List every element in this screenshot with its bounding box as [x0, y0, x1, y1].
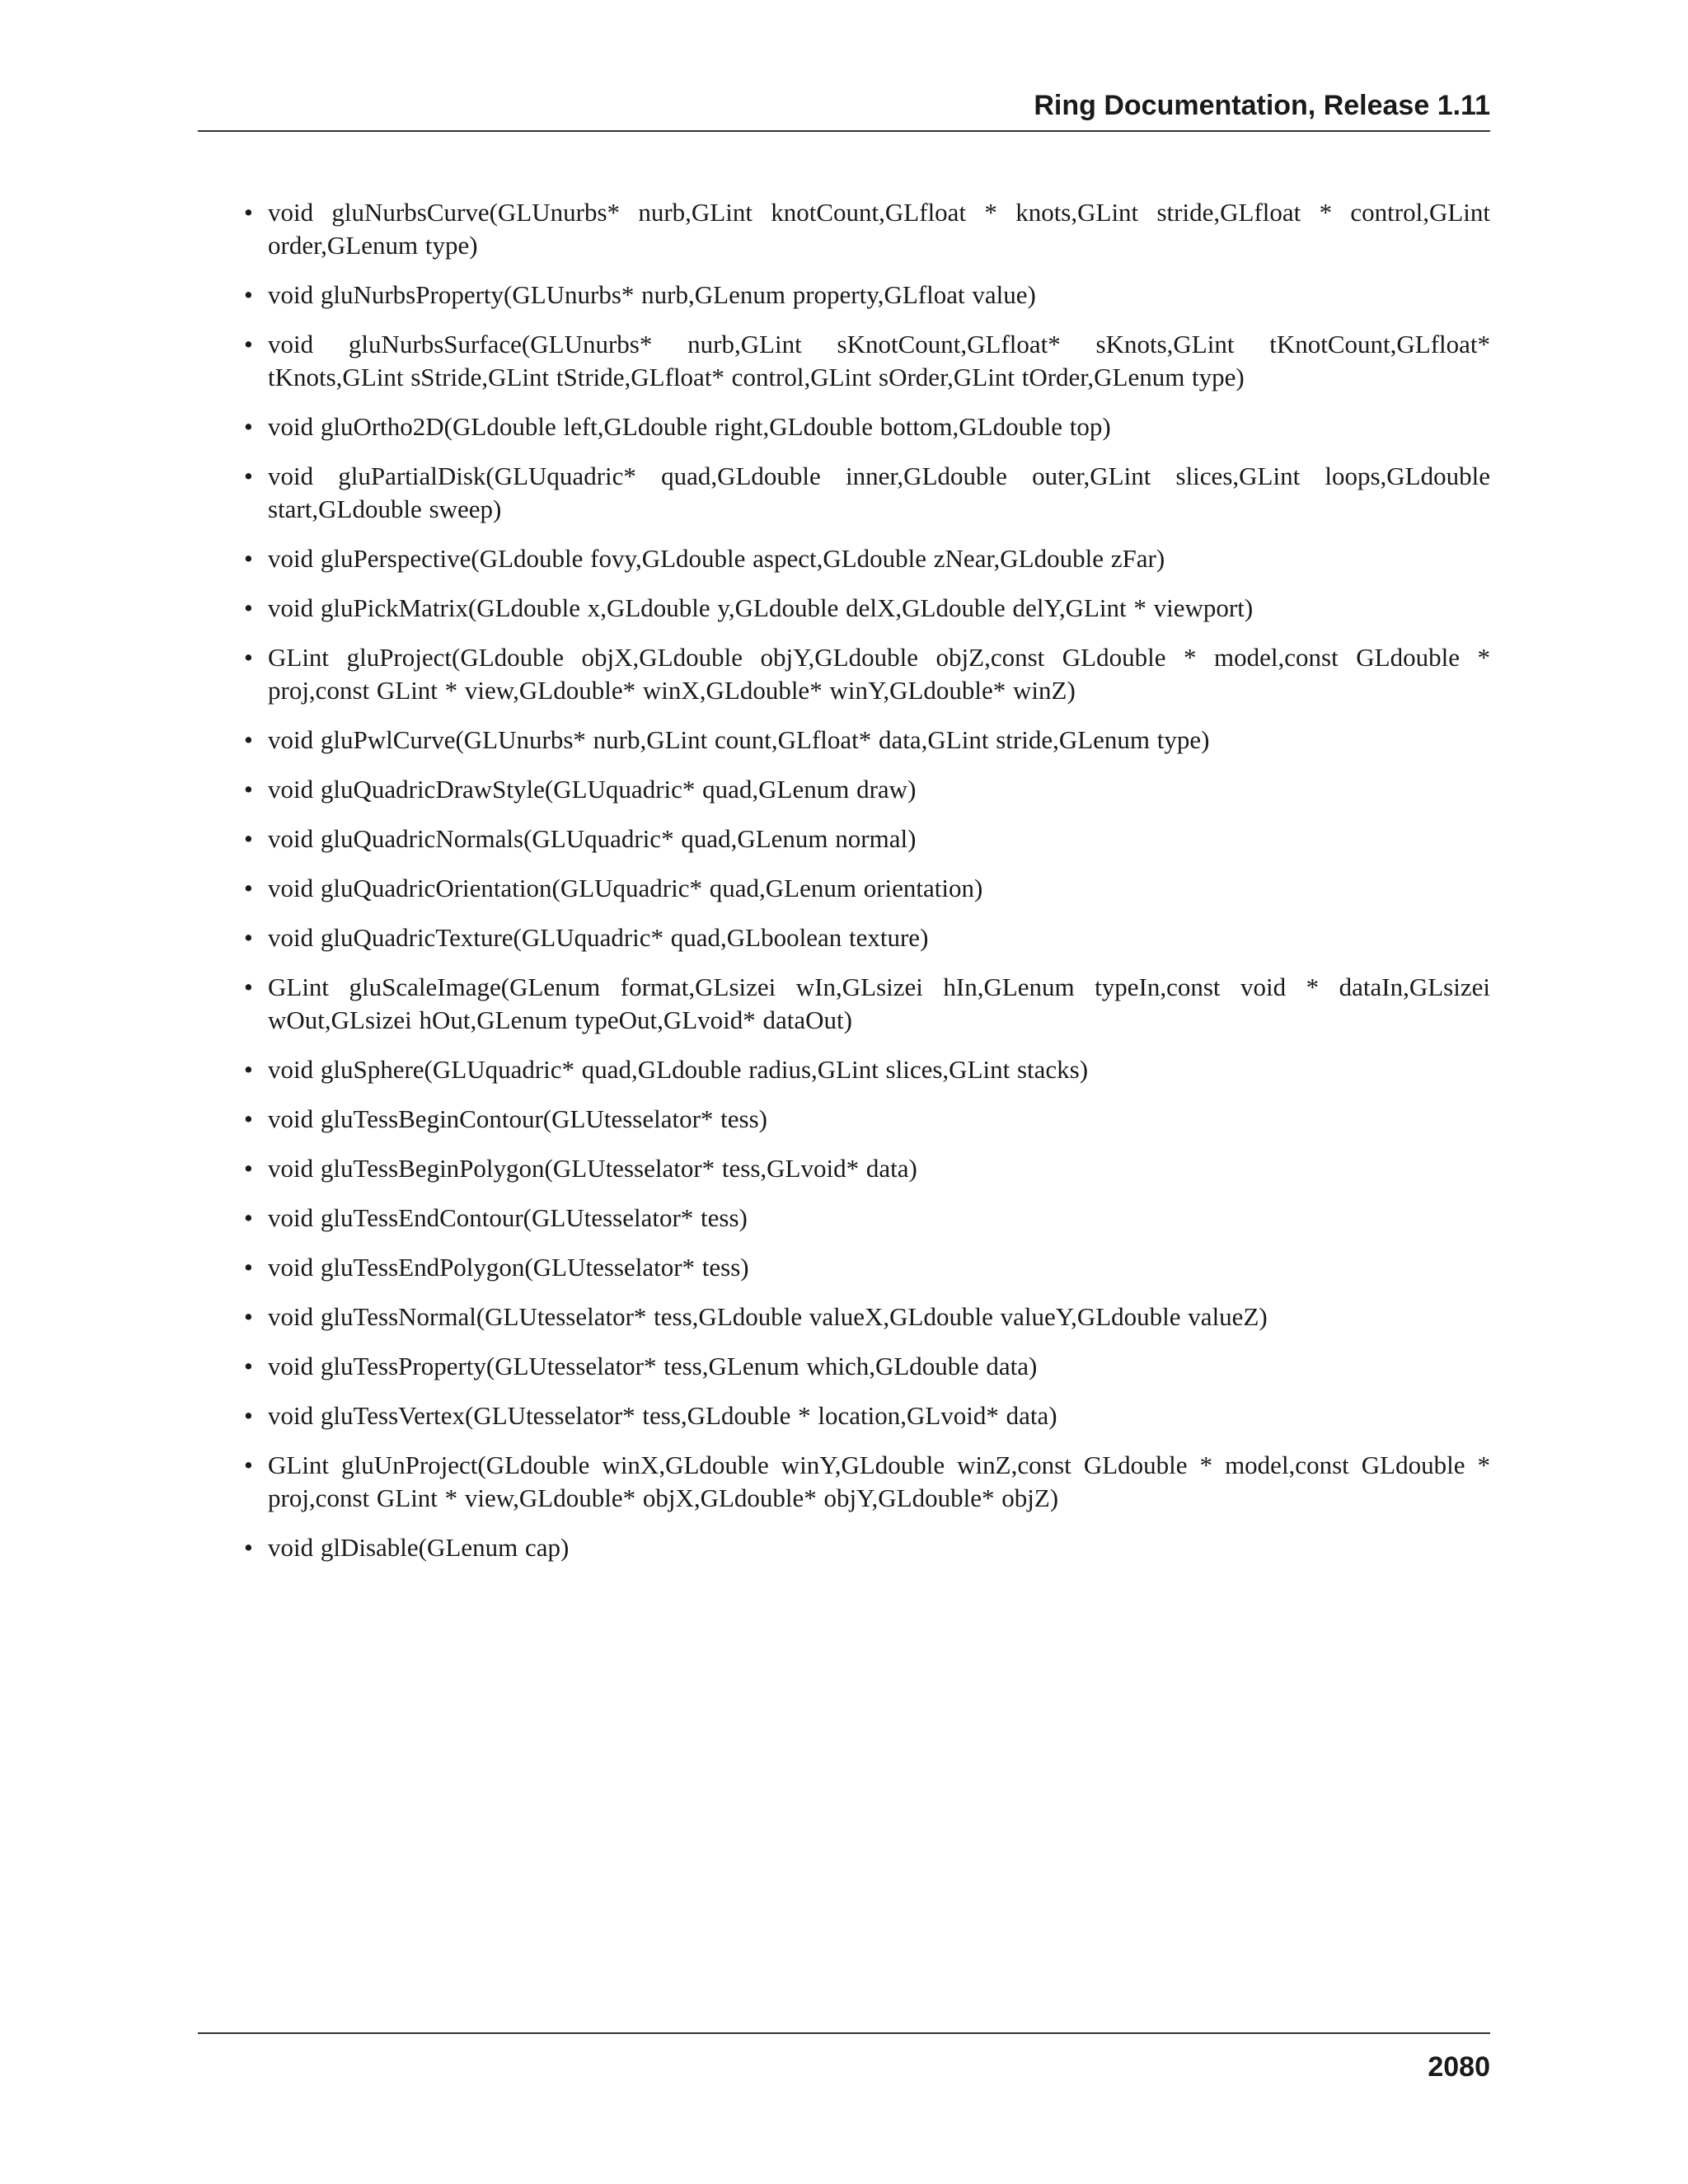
- list-item: • GLint gluProject(GLdouble objX,GLdouble objY,GLdouble objZ,const GLdouble * model,const GLdouble * proj,const GLint * view,GLdouble* winX,GLdouble* winY,GLdouble* winZ): [198, 641, 1490, 707]
- list-item: • void gluOrtho2D(GLdouble left,GLdouble right,GLdouble bottom,GLdouble top): [198, 410, 1490, 443]
- page-footer: [198, 2032, 1490, 2083]
- page-header: [198, 89, 1490, 132]
- list-item: • GLint gluUnProject(GLdouble winX,GLdouble winY,GLdouble winZ,const GLdouble * model,const GLdouble * proj,const GLint * view,GLdouble* objX,GLdouble* objY,GLdouble* objZ): [198, 1449, 1490, 1515]
- list-item: • void gluTessEndPolygon(GLUtesselator* tess): [198, 1251, 1490, 1284]
- list-item: • void gluPerspective(GLdouble fovy,GLdouble aspect,GLdouble zNear,GLdouble zFar): [198, 542, 1490, 575]
- list-item: • void gluPartialDisk(GLUquadric* quad,GLdouble inner,GLdouble outer,GLint slices,GLint loops,GLdouble start,GLdouble sweep): [198, 460, 1490, 526]
- header-title: Ring Documentation, Release 1.11: [1034, 90, 1490, 121]
- list-item: • void gluTessNormal(GLUtesselator* tess,GLdouble valueX,GLdouble valueY,GLdouble valueZ): [198, 1301, 1490, 1333]
- list-item: • void gluTessBeginPolygon(GLUtesselator* tess,GLvoid* data): [198, 1152, 1490, 1185]
- list-item: • void glDisable(GLenum cap): [198, 1531, 1490, 1564]
- list-item: • void gluQuadricNormals(GLUquadric* quad,GLenum normal): [198, 823, 1490, 855]
- list-item: • void gluQuadricOrientation(GLUquadric* quad,GLenum orientation): [198, 872, 1490, 905]
- list-item: • void gluTessVertex(GLUtesselator* tess,GLdouble * location,GLvoid* data): [198, 1399, 1490, 1432]
- list-item: • void gluTessBeginContour(GLUtesselator* tess): [198, 1103, 1490, 1136]
- list-item: • void gluNurbsProperty(GLUnurbs* nurb,GLenum property,GLfloat value): [198, 279, 1490, 312]
- page-content: [198, 196, 1490, 1581]
- list-item: • void gluNurbsSurface(GLUnurbs* nurb,GLint sKnotCount,GLfloat* sKnots,GLint tKnotCount,GLfloat* tKnots,GLint sStride,GLint tStride,GLfloat* control,GLint sOrder,GLint tOrder,GLenum type): [198, 328, 1490, 394]
- list-item: • void gluQuadricDrawStyle(GLUquadric* quad,GLenum draw): [198, 773, 1490, 806]
- page-number: 2080: [1428, 2051, 1490, 2083]
- function-list: [198, 196, 1490, 1564]
- list-item: • void gluTessProperty(GLUtesselator* tess,GLenum which,GLdouble data): [198, 1350, 1490, 1383]
- list-item: • void gluQuadricTexture(GLUquadric* quad,GLboolean texture): [198, 921, 1490, 954]
- list-item: • void gluSphere(GLUquadric* quad,GLdouble radius,GLint slices,GLint stacks): [198, 1053, 1490, 1086]
- list-item: • void gluPwlCurve(GLUnurbs* nurb,GLint count,GLfloat* data,GLint stride,GLenum type): [198, 724, 1490, 757]
- list-item: • void gluTessEndContour(GLUtesselator* tess): [198, 1202, 1490, 1235]
- list-item: • GLint gluScaleImage(GLenum format,GLsizei wIn,GLsizei hIn,GLenum typeIn,const void * dataIn,GLsizei wOut,GLsizei hOut,GLenum typeOut,GLvoid* dataOut): [198, 971, 1490, 1037]
- list-item: • void gluNurbsCurve(GLUnurbs* nurb,GLint knotCount,GLfloat * knots,GLint stride,GLfloat * control,GLint order,GLenum type): [198, 196, 1490, 262]
- list-item: • void gluPickMatrix(GLdouble x,GLdouble y,GLdouble delX,GLdouble delY,GLint * viewport): [198, 592, 1490, 625]
